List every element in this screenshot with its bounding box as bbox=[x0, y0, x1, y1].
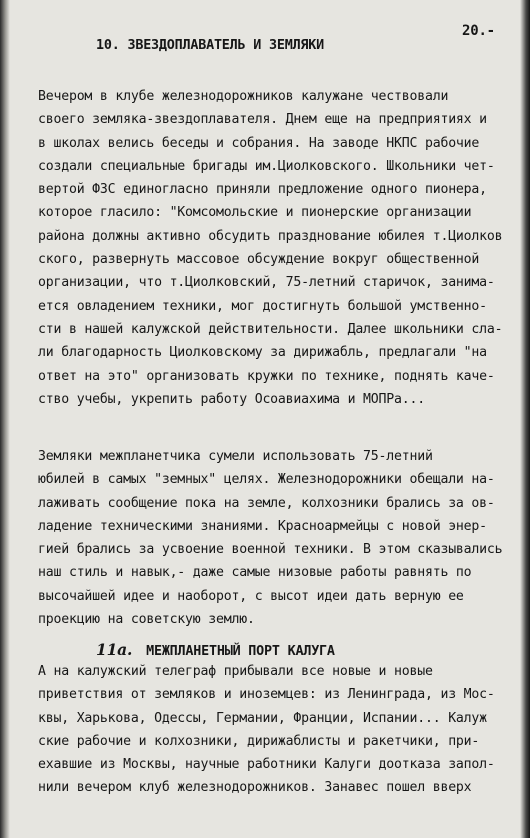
section-11-title: МЕЖПЛАНЕТНЫЙ ПОРТ КАЛУГА bbox=[146, 644, 335, 659]
text-line: района должны активно обсудить празднование юбилея т.Циолков bbox=[38, 228, 503, 244]
text-line: вертой ФЗС единогласно приняли предложение одного пионера, bbox=[38, 182, 487, 198]
text-line: лаживать сообщение пока на земле, колхозники брались за ов- bbox=[38, 495, 495, 511]
text-line: А на калужский телеграф прибывали все новые и новые bbox=[38, 664, 433, 679]
section-10-paragraph-2 bbox=[38, 445, 526, 631]
text-line: проекцию на советскую землю. bbox=[38, 612, 255, 628]
text-line: ладение техническими знаниями. Красноармейцы с новой энер- bbox=[38, 518, 487, 534]
scan-edge-shadow-left bbox=[0, 0, 10, 838]
text-line: ответ на это" организовать кружки по технике, поднять каче- bbox=[38, 368, 495, 384]
text-line: своего земляка-звездоплавателя. Днем еще на предприятиях и bbox=[38, 112, 487, 128]
text-line: сти в нашей калужской действительности. Далее школьники сла- bbox=[38, 321, 503, 337]
text-line: Земляки межпланетчика сумели использовать 75-летний bbox=[38, 449, 433, 464]
section-10-title: ЗВЕЗДОПЛАВАТЕЛЬ И ЗЕМЛЯКИ bbox=[127, 38, 325, 53]
text-line: ские рабочие и колхозники, дирижаблисты и ракетчики, при- bbox=[38, 733, 480, 749]
section-11-number: 11а. bbox=[96, 640, 133, 659]
text-line: квы, Харькова, Одессы, Германии, Франции, Испании... Калуж bbox=[38, 710, 487, 726]
section-10-paragraph-1 bbox=[38, 85, 526, 411]
text-line: создали специальные бригады им.Циолковского. Школьники чет- bbox=[38, 158, 495, 174]
text-line: наш стиль и навык,- даже самые низовые работы равнять по bbox=[38, 565, 472, 581]
text-line: высочайшей идее и наоборот, с высот идеи дать верную ее bbox=[38, 588, 464, 604]
text-line: ли благодарность Циолковскому за дирижабль, предлагали "на bbox=[38, 345, 487, 361]
section-10-heading bbox=[96, 34, 324, 57]
text-line: Вечером в клубе железнодорожников калужане чествовали bbox=[38, 89, 449, 104]
text-line: юбилей в самых "земных" целях. Железнодорожники обещали на- bbox=[38, 472, 495, 488]
section-11-paragraph-1 bbox=[38, 660, 526, 800]
text-line: ехавшие из Москвы, научные работники Калуги доотказа запол- bbox=[38, 757, 495, 773]
text-line: ского, развернуть массовое обсуждение вокруг общественной bbox=[38, 252, 480, 268]
text-line: которое гласило: "Комсомольские и пионерские организации bbox=[38, 205, 472, 221]
text-line: организации, что т.Циолковский, 75-летний старичок, занима- bbox=[38, 275, 495, 291]
page-number: 20.- bbox=[462, 23, 495, 39]
text-line: ство учебы, укрепить работу Осоавиахима и МОПРа... bbox=[38, 391, 425, 407]
text-line: приветствия от земляков и иноземцев: из Ленинграда, из Мос- bbox=[38, 687, 495, 703]
text-line: гией брались за усвоение военной техники. В этом сказывались bbox=[38, 542, 503, 558]
text-line: ется овладением техники, мог достигнуть большой умственно- bbox=[38, 298, 487, 314]
text-line: в школах велись беседы и собрания. На заводе НКПС рабочие bbox=[38, 135, 480, 151]
text-line: нили вечером клуб железнодорожников. Занавес пошел вверх bbox=[38, 780, 472, 796]
section-10-number: 10. bbox=[96, 38, 120, 53]
